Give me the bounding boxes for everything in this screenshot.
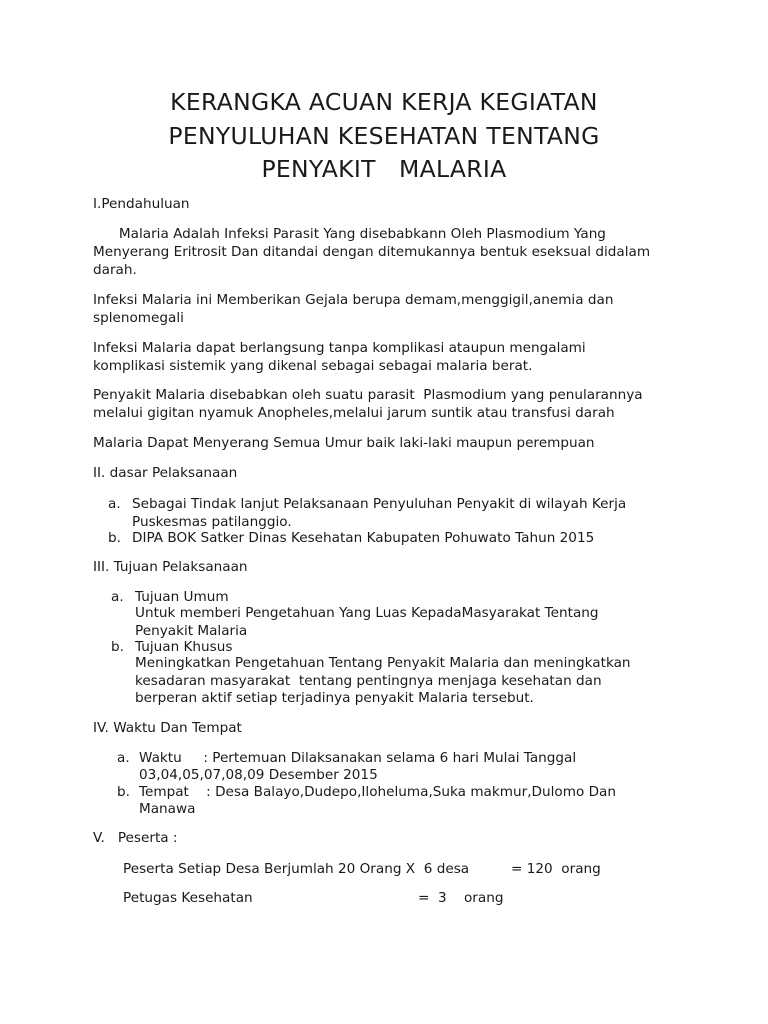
paragraph-line: komplikasi sistemik yang dikenal sebagai sebagai malaria berat. [93,358,533,374]
section-heading-tujuan: III. Tujuan Pelaksanaan [93,559,248,575]
list-item-line: Tujuan Khusus [135,639,233,655]
section-heading-pendahuluan: I.Pendahuluan [93,196,190,212]
list-marker: a. [117,750,130,766]
paragraph-line: Infeksi Malaria dapat berlangsung tanpa komplikasi ataupun mengalami [93,340,586,356]
list-item-line: berperan aktif setiap terjadinya penyakit Malaria tersebut. [135,690,534,706]
list-marker: b. [108,530,121,546]
list-item-line: Tujuan Umum [135,589,229,605]
peserta-row-value: = 3 orang [418,890,504,906]
paragraph-line: splenomegali [93,310,184,326]
peserta-row-value: = 120 orang [511,861,601,877]
document-title [0,86,768,187]
list-item-line: Untuk memberi Pengetahuan Yang Luas KepadaMasyarakat Tentang [135,605,599,621]
list-item-line: Waktu : Pertemuan Dilaksanakan selama 6 hari Mulai Tanggal [139,750,577,766]
paragraph-line: darah. [93,262,137,278]
title-line-3: PENYAKIT MALARIA [261,155,507,183]
paragraph-line: Menyerang Eritrosit Dan ditandai dengan ditemukannya bentuk eseksual didalam [93,244,651,260]
list-marker: b. [111,639,124,655]
paragraph-line: Penyakit Malaria disebabkan oleh suatu parasit Plasmodium yang penularannya [93,387,643,403]
paragraph-line: Malaria Adalah Infeksi Parasit Yang disebabkann Oleh Plasmodium Yang [93,226,606,242]
list-item-line: Sebagai Tindak lanjut Pelaksanaan Penyuluhan Penyakit di wilayah Kerja [132,496,627,512]
peserta-row-label: Petugas Kesehatan [123,890,253,906]
list-marker: b. [117,784,130,800]
list-item-line: Tempat : Desa Balayo,Dudepo,Iloheluma,Suka makmur,Dulomo Dan [139,784,617,800]
list-item-line: Meningkatkan Pengetahuan Tentang Penyakit Malaria dan meningkatkan [135,655,631,671]
section-heading-dasar: II. dasar Pelaksanaan [93,465,238,481]
section-heading-peserta: V. Peserta : [93,830,178,846]
list-item-line: Puskesmas patilanggio. [132,514,292,530]
list-item-line: Manawa [139,801,196,817]
list-item-line: Penyakit Malaria [135,623,248,639]
list-item-line: kesadaran masyarakat tentang pentingnya menjaga kesehatan dan [135,673,602,689]
paragraph-line: Infeksi Malaria ini Memberikan Gejala berupa demam,menggigil,anemia dan [93,292,614,308]
peserta-row-label: Peserta Setiap Desa Berjumlah 20 Orang X 6 desa [123,861,470,877]
list-marker: a. [111,589,124,605]
paragraph-line: Malaria Dapat Menyerang Semua Umur baik laki-laki maupun perempuan [93,435,595,451]
list-item-line: 03,04,05,07,08,09 Desember 2015 [139,767,378,783]
list-marker: a. [108,496,121,512]
title-line-2: PENYULUHAN KESEHATAN TENTANG [168,121,600,150]
title-line-1: KERANGKA ACUAN KERJA KEGIATAN [170,88,598,116]
paragraph-line: melalui gigitan nyamuk Anopheles,melalui jarum suntik atau transfusi darah [93,405,615,421]
section-heading-waktu: IV. Waktu Dan Tempat [93,720,242,736]
list-item-line: DIPA BOK Satker Dinas Kesehatan Kabupaten Pohuwato Tahun 2015 [132,530,595,546]
